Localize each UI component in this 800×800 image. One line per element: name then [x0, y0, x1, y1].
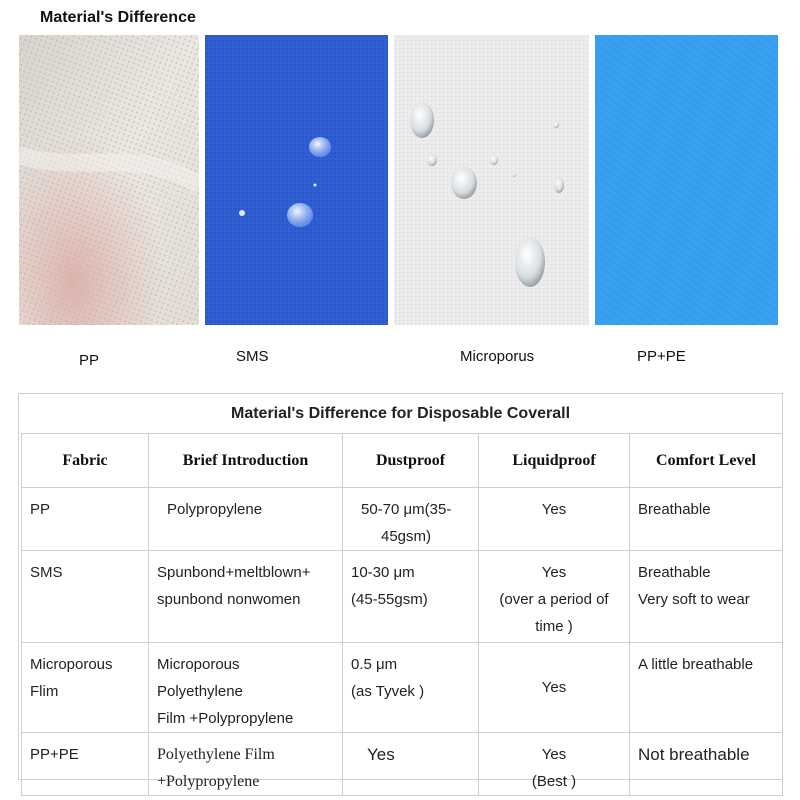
fabric-cell: [22, 488, 149, 551]
table-row: [22, 643, 783, 733]
cell-line: Polypropylene: [167, 501, 263, 518]
table-title: Material's Difference for Disposable Coverall: [230, 405, 571, 422]
pp-label: PP: [79, 352, 100, 369]
liquidproof-cell: [479, 488, 630, 551]
cell-line: 0.5 μm: [351, 656, 398, 673]
cell-line: time ): [535, 618, 573, 635]
table-row: [22, 488, 783, 551]
cell-line: Microporous: [30, 656, 113, 673]
cell-line: PP: [30, 501, 51, 518]
intro-cell: [149, 551, 343, 643]
table-row: [22, 551, 783, 643]
cell-line: Yes: [541, 501, 567, 518]
cell-line: 45gsm): [381, 528, 432, 545]
microporus-label: Microporus: [460, 348, 535, 365]
intro-cell: [149, 643, 343, 733]
cell-line: (as Tyvek ): [351, 683, 425, 700]
intro-cell: [149, 733, 343, 796]
cell-line: (45-55gsm): [351, 591, 428, 608]
cell-line: Polyethylene: [157, 683, 243, 700]
dustproof-cell: [343, 551, 479, 643]
cell-line: Flim: [30, 683, 59, 700]
cell-line: Yes: [541, 564, 567, 581]
cell-line: Microporous: [157, 656, 240, 673]
fabric-cell: [22, 643, 149, 733]
header-dustproof: Dustproof: [343, 434, 479, 488]
cell-line: Breathable: [638, 501, 711, 518]
liquidproof-cell: [479, 551, 630, 643]
header-liquidproof: Liquidproof: [479, 434, 630, 488]
comfort-cell: [630, 488, 783, 551]
fabric-cell: [22, 551, 149, 643]
cell-line: Not breathable: [638, 745, 750, 764]
cell-line: Very soft to wear: [638, 591, 750, 608]
cell-line: Spunbond+meltblown+: [157, 564, 311, 581]
dustproof-cell: [343, 488, 479, 551]
liquidproof-cell: [479, 733, 630, 796]
cell-line: Breathable: [638, 564, 711, 581]
cell-line: PP+PE: [30, 746, 79, 763]
sms-label: SMS: [236, 348, 269, 365]
cell-line: A little breathable: [638, 656, 754, 673]
liquidproof-cell: [479, 643, 630, 733]
dustproof-cell: [343, 733, 479, 796]
sms-fabric-image: [205, 35, 388, 325]
cell-line: 50-70 μm(35-: [361, 501, 452, 518]
dustproof-cell: [343, 643, 479, 733]
cell-line: Polyethylene Film: [157, 746, 275, 763]
comparison-table: [21, 433, 783, 796]
microporous-fabric-image: [394, 35, 589, 325]
pp-pe-label: PP+PE: [637, 348, 686, 365]
pp-pe-fabric-image: [595, 35, 778, 325]
cell-line: 10-30 μm: [351, 564, 415, 581]
cell-line: (Best ): [531, 773, 577, 790]
table-header-row: [22, 434, 783, 488]
comparison-table-container: [18, 393, 783, 790]
cell-line: Yes: [541, 679, 567, 696]
cell-line: Film +Polypropylene: [157, 710, 294, 727]
header-fabric: Fabric: [22, 434, 149, 488]
cell-line: +Polypropylene: [157, 773, 260, 790]
page-heading: Material's Difference: [40, 9, 196, 26]
comfort-cell: [630, 733, 783, 796]
fabric-cell: [22, 733, 149, 796]
pp-fabric-image: [19, 35, 199, 325]
cell-line: spunbond nonwomen: [157, 591, 301, 608]
intro-cell: [149, 488, 343, 551]
cell-line: (over a period of: [499, 591, 609, 608]
comfort-cell: [630, 643, 783, 733]
cell-line: Yes: [541, 746, 567, 763]
cell-line: Yes: [367, 745, 395, 764]
cell-line: SMS: [30, 564, 63, 581]
table-row: [22, 733, 783, 796]
header-comfort-level: Comfort Level: [630, 434, 783, 488]
header-brief-introduction: Brief Introduction: [149, 434, 343, 488]
comfort-cell: [630, 551, 783, 643]
